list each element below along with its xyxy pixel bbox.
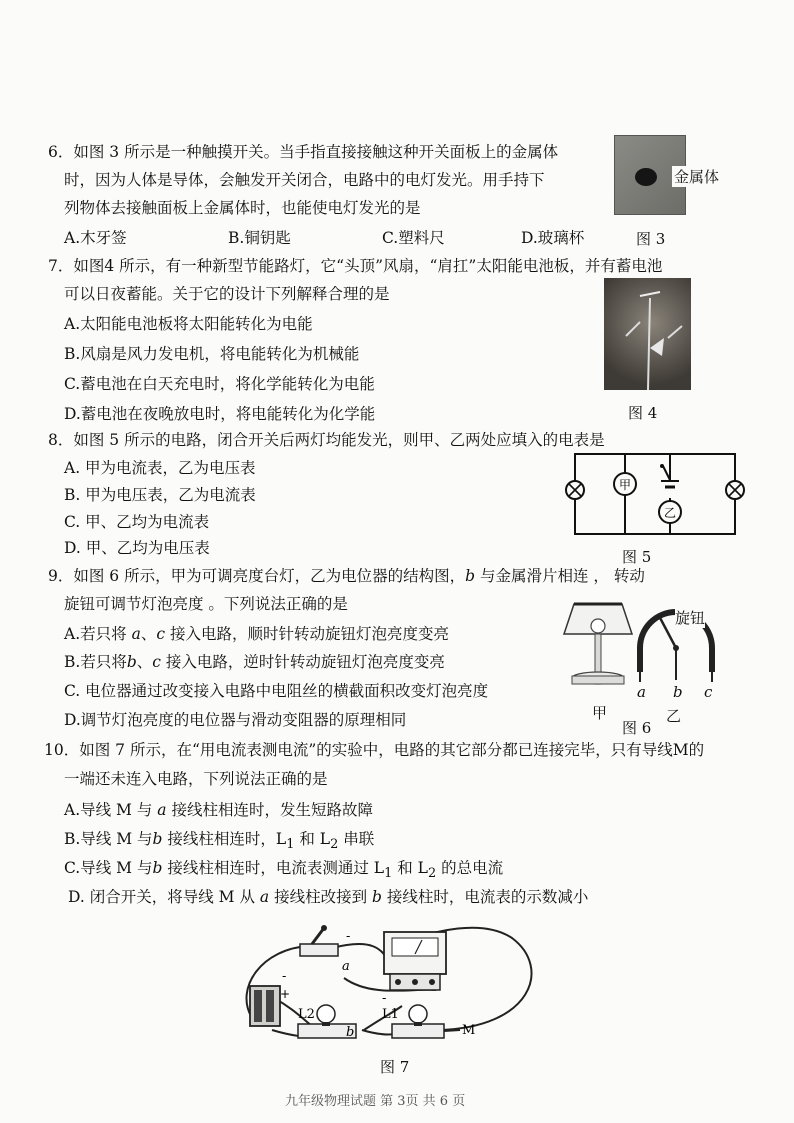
q10-option-a-v1: a [157, 801, 167, 819]
q7-line-2: 可以日夜蓄能。关于它的设计下列解释合理的是 [64, 285, 390, 303]
q9-line-2: 旋钮可调节灯泡亮度 。下列说法正确的是 [64, 595, 348, 613]
q10-option-d [68, 887, 588, 907]
label-minus-amm: - [382, 991, 387, 1005]
label-L1: L1 [382, 1007, 399, 1022]
q6-option-b: B.铜钥匙 [228, 229, 291, 247]
q9-line-1-part-1: 9．如图 6 所示，甲为可调亮度台灯，乙为电位器的结构图， [48, 567, 466, 585]
q9-option-b-v2: c [152, 653, 161, 671]
q8-line-1: 8．如图 5 所示的电路，闭合开关后两灯均能发光，则甲、乙两处应填入的电表是 [48, 431, 605, 449]
figure-6-caption: 图 6 [622, 719, 652, 737]
q6-line-1: 6．如图 3 所示是一种触摸开关。当手指直接接触这种开关面板上的金属体 [48, 143, 559, 161]
q10-option-a-p2: 接线柱相连时，发生短路故障 [166, 801, 373, 819]
q10-option-d-v1: a [259, 888, 270, 906]
meter-jia-label: 甲 [618, 478, 632, 492]
q10-option-c-p2: 接线柱相连时，电流表测通过 L [162, 859, 385, 877]
q10-option-a [64, 800, 373, 820]
switch-icon [300, 925, 338, 956]
q7-option-a: A.太阳能电池板将太阳能转化为电能 [64, 315, 313, 333]
page-footer: 九年级物理试题 第 3页 共 6 页 [285, 1094, 466, 1109]
q9-option-a-p3: 接入电路，顺时针转动旋钮灯泡亮度变亮 [165, 625, 449, 643]
q9-option-b-p1: B.若只将 [64, 653, 127, 671]
q10-option-c-v1: b [152, 859, 163, 877]
terminal-a-label: a [637, 683, 646, 701]
q9-option-a [64, 624, 449, 644]
q6-option-c: C.塑料尺 [382, 229, 445, 247]
q7-line-1: 7．如图4 所示，有一种新型节能路灯，它“头顶”风扇，“肩扛”太阳能电池板，并有蓄电池 [48, 257, 663, 275]
q10-option-c-p1: C.导线 M 与 [64, 859, 153, 877]
desk-lamp-figure [560, 596, 635, 696]
q9-option-b [64, 652, 445, 672]
q10-option-b [64, 829, 374, 855]
q9-option-b-p3: 接入电路，逆时针转动旋钮灯泡亮度变亮 [160, 653, 445, 671]
q9-option-a-v1: a [131, 625, 141, 643]
q10-option-b-p4: 串联 [338, 830, 375, 848]
q10-option-b-p3: 和 L [294, 830, 331, 848]
meter-yi-label: 乙 [663, 506, 677, 520]
q10-option-c-p3: 和 L [392, 859, 428, 877]
q9-line-1 [48, 566, 645, 586]
q10-option-a-p1: A.导线 M 与 [64, 801, 158, 819]
terminal-c-label: c [704, 683, 713, 701]
q10-option-c [64, 858, 503, 884]
q10-option-b-p1: B.导线 M 与 [64, 830, 153, 848]
streetlamp-sketch [604, 278, 691, 390]
q8-option-d: D. 甲、乙均为电压表 [64, 539, 210, 557]
q10-option-b-v1: b [152, 830, 163, 848]
q9-option-a-v2: c [156, 625, 166, 643]
wire-m [444, 1030, 460, 1031]
light-bulb-icon [591, 619, 605, 633]
q8-option-a: A. 甲为电流表，乙为电压表 [64, 459, 256, 477]
q10-option-d-v2: b [372, 888, 382, 906]
q10-option-d-p2: 接线柱改接到 [269, 888, 372, 906]
q10-option-d-p3: 接线柱时，电流表的示数减小 [381, 888, 589, 906]
terminal-b-label: b [673, 683, 683, 701]
q10-option-c-s2: 2 [427, 866, 437, 882]
q10-option-c-p4: 的总电流 [436, 859, 504, 877]
label-minus: - [346, 929, 351, 943]
q10-line-1: 10．如图 7 所示，在“用电流表测电流”的实验中，电路的其它部分都已连接完毕，只有导线M的 [44, 741, 705, 759]
q6-option-d: D.玻璃杯 [521, 229, 585, 247]
label-M: M [462, 1023, 476, 1038]
q8-option-c: C. 甲、乙均为电流表 [64, 513, 210, 531]
q6-line-2: 时，因为人体是导体，会触发开关闭合，电路中的电灯发光。用手持下 [64, 171, 545, 189]
q6-line-3: 列物体去接触面板上金属体时，也能使电灯发光的是 [64, 199, 421, 217]
q9-option-a-p2: 、 [140, 625, 157, 643]
switch-icon [660, 464, 670, 480]
ammeter-icon [384, 932, 446, 990]
figure-3-caption: 图 3 [636, 230, 666, 248]
q9-option-b-p2: 、 [136, 653, 153, 671]
q8-option-b: B. 甲为电压表，乙为电流表 [64, 486, 256, 504]
q6-option-a: A.木牙签 [64, 229, 127, 247]
battery-pack-icon [250, 986, 280, 1026]
knob-label: 旋钮 [675, 609, 706, 627]
lamp-left-icon [566, 481, 584, 499]
label-b: b [346, 1025, 355, 1040]
metal-body-label: 金属体 [674, 168, 720, 186]
ammeter-circuit-figure [232, 918, 557, 1046]
q9-option-d: D.调节灯泡亮度的电位器与滑动变阻器的原理相同 [64, 711, 407, 729]
streetlamp-photo [604, 278, 691, 390]
q9-option-b-v1: b [126, 653, 137, 671]
bulb-l1-icon [392, 1005, 444, 1038]
lamp-right-icon [726, 481, 744, 499]
q10-option-b-p2: 接线柱相连时，L [162, 830, 287, 848]
q7-option-d: D.蓄电池在夜晚放电时，将电能转化为化学能 [64, 405, 376, 423]
battery-icon [661, 481, 679, 487]
metal-contact [635, 168, 657, 186]
q9-option-c: C. 电位器通过改变接入电路中电阻丝的横截面积改变灯泡亮度 [64, 682, 489, 700]
q10-option-c-s1: 1 [384, 866, 393, 882]
q7-option-b: B.风扇是风力发电机，将电能转化为机械能 [64, 345, 360, 363]
q10-option-d-p1: D. 闭合开关，将导线 M 从 [68, 888, 260, 906]
figure-5-caption: 图 5 [622, 548, 652, 566]
q10-option-b-s1: 1 [286, 837, 295, 853]
label-jia: 甲 [592, 704, 608, 722]
q9-line-1-part-2: 与金属滑片相连 ， 转动 [475, 567, 645, 585]
q9-option-a-p1: A.若只将 [64, 625, 132, 643]
q9-line-1-var-b: b [465, 567, 476, 585]
label-plus: + [280, 987, 291, 1001]
q10-line-2: 一端还未连入电路，下列说法正确的是 [64, 770, 328, 788]
q7-option-c: C.蓄电池在白天充电时，将化学能转化为电能 [64, 375, 375, 393]
label-yi: 乙 [666, 707, 682, 725]
figure-7-caption: 图 7 [380, 1058, 410, 1076]
label-L2: L2 [298, 1007, 315, 1022]
circuit-diagram-fig5 [560, 448, 750, 546]
label-minus-bat: - [282, 969, 287, 983]
figure-4-caption: 图 4 [628, 404, 658, 422]
q10-option-b-s2: 2 [330, 837, 339, 853]
label-a: a [342, 959, 350, 974]
